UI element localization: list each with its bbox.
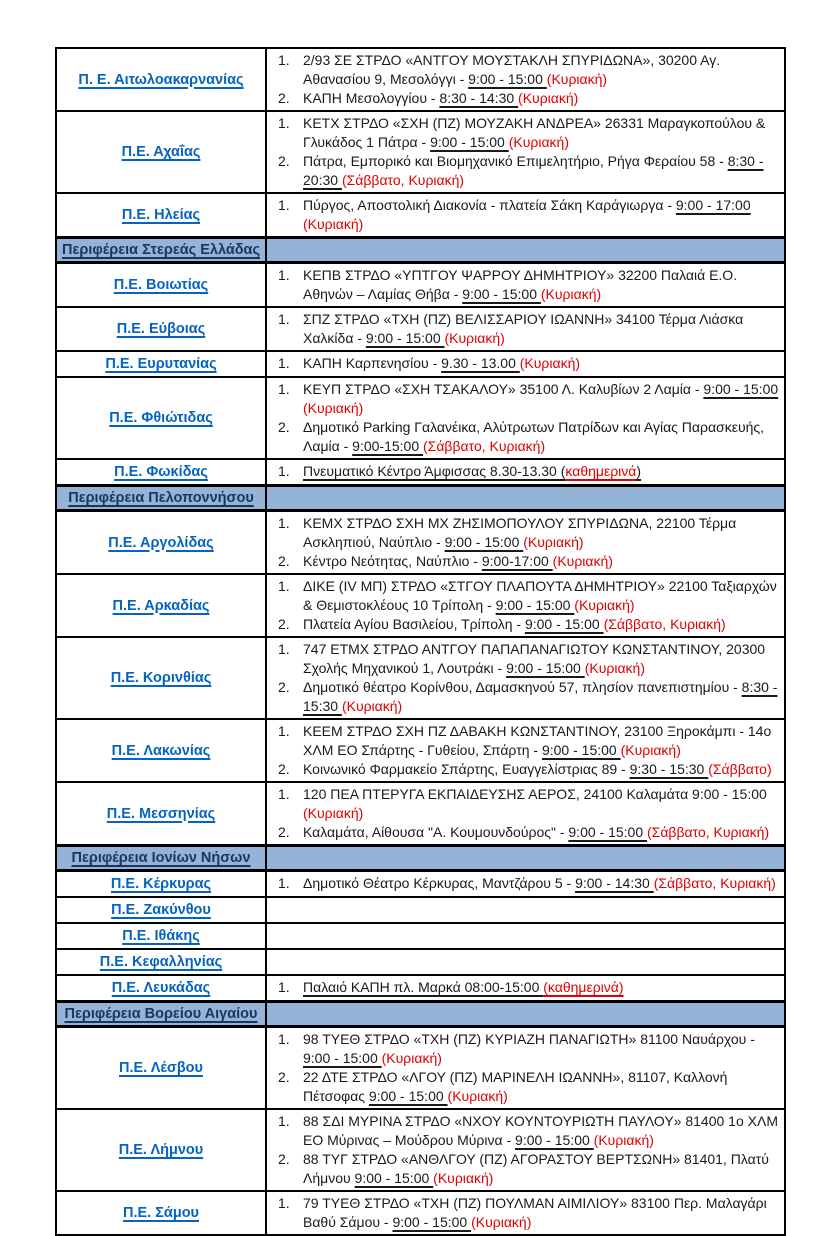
time-range: 9:00 - 15:00 xyxy=(354,1170,434,1186)
region-label-cell xyxy=(56,1109,266,1191)
region-label-link[interactable]: Π.Ε. Λακωνίας xyxy=(111,742,211,759)
section-header-spacer-cell xyxy=(266,238,785,263)
day-note: (Κυριακή) xyxy=(519,355,581,371)
time-range: 8:30 - 20:30 xyxy=(303,153,764,188)
location-list xyxy=(272,196,779,234)
region-label-cell xyxy=(56,377,266,459)
section-header-cell xyxy=(56,238,266,263)
region-row xyxy=(56,1027,785,1110)
location-text: 120 ΠΕΑ ΠΤΕΡΥΓΑ ΕΚΠΑΙΔΕΥΣΗΣ ΑΕΡΟΣ, 24100 Καλαμάτα 9:00 - 15:00 xyxy=(303,786,767,802)
region-label-link[interactable]: Π. Ε. Αιτωλοακαρνανίας xyxy=(78,71,244,88)
time-range: 9:00 - 15:00 xyxy=(430,134,509,150)
locations-cell xyxy=(266,975,785,1002)
time-range: 9:30 - 15:30 xyxy=(629,761,709,777)
region-row xyxy=(56,975,785,1002)
location-list xyxy=(272,722,779,779)
region-label-link[interactable]: Π.Ε. Ζακύνθου xyxy=(111,902,211,918)
section-header-row xyxy=(56,238,785,263)
region-label-link[interactable]: Π.Ε. Ευρυτανίας xyxy=(105,356,217,372)
region-row xyxy=(56,1191,785,1235)
location-text: Δημοτικό θέατρο Κορίνθου, Δαμασκηνού 57, πλησίον πανεπιστημίου - xyxy=(303,679,742,695)
region-label-cell xyxy=(56,1191,266,1235)
location-text: ΣΠΖ ΣΤΡΔΟ «ΤΧΗ (ΠΖ) ΒΕΛΙΣΣΑΡΙΟΥ ΙΩΑΝΝΗ» 34100 Τέρμα Λιάσκα Χαλκίδα - xyxy=(303,311,744,346)
location-item xyxy=(272,354,779,373)
location-item xyxy=(272,196,779,234)
location-list xyxy=(272,310,779,348)
section-header-row xyxy=(56,486,785,511)
region-row xyxy=(56,459,785,486)
time-range: 9:00 - 15:00 xyxy=(495,597,575,613)
day-note: (Σάββατο, Κυριακή) xyxy=(423,438,546,454)
locations-cell xyxy=(266,1109,785,1191)
time-range: 9:00 - 15:00 xyxy=(444,534,524,550)
region-row xyxy=(56,351,785,377)
region-row xyxy=(56,307,785,351)
location-text: 79 ΤΥΕΘ ΣΤΡΔΟ «ΤΧΗ (ΠΖ) ΠΟΥΛΜΑΝ ΑΙΜΙΛΙΟΥ» 83100 Περ. Μαλαγάρι Βαθύ Σάμου - xyxy=(303,1195,767,1230)
location-item xyxy=(272,785,779,823)
region-label-cell xyxy=(56,48,266,111)
time-range: 9:00 - 15:00 xyxy=(468,71,547,87)
region-label-link[interactable]: Π.Ε. Μεσσηνίας xyxy=(106,805,216,822)
region-label-link[interactable]: Π.Ε. Φωκίδας xyxy=(114,464,208,480)
location-text: 98 ΤΥΕΘ ΣΤΡΔΟ «ΤΧΗ (ΠΖ) ΚΥΡΙΑΖΗ ΠΑΝΑΓΙΩΤΗ» 81100 Ναυάρχου - xyxy=(303,1031,755,1047)
region-row xyxy=(56,193,785,238)
location-item xyxy=(272,114,779,152)
location-item xyxy=(272,266,779,304)
time-range: 9:00 - 15:00 xyxy=(524,616,604,632)
time-range: 9:00 - 14:30 xyxy=(575,875,654,891)
day-note: (Κυριακή) xyxy=(540,286,602,302)
locations-cell xyxy=(266,351,785,377)
region-row xyxy=(56,637,785,719)
time-range: 9:00-17:00 xyxy=(481,553,553,569)
region-label-link[interactable]: Π.Ε. Λήμνου xyxy=(118,1142,204,1158)
locations-cell xyxy=(266,263,785,308)
region-label-cell xyxy=(56,1027,266,1110)
section-header-label: Περιφέρεια Πελοποννήσου xyxy=(68,490,254,506)
location-item xyxy=(272,1112,779,1150)
region-row xyxy=(56,719,785,782)
day-note: (Κυριακή) xyxy=(303,400,364,416)
location-item xyxy=(272,1030,779,1068)
region-label-cell xyxy=(56,263,266,308)
location-list xyxy=(272,380,779,456)
day-note: (Κυριακή) xyxy=(518,90,579,106)
location-item xyxy=(272,760,779,779)
locations-cell xyxy=(266,377,785,459)
day-note: (Κυριακή) xyxy=(447,1088,508,1104)
time-range: 9.30 - 13.00 xyxy=(441,355,520,371)
location-item xyxy=(272,462,779,481)
locations-cell xyxy=(266,923,785,949)
schedule-table xyxy=(55,47,786,1236)
location-text: Πνευματικό Κέντρο Άμφισσας 8.30-13.30 ( xyxy=(303,463,566,479)
region-label-link[interactable]: Π.Ε. Κορινθίας xyxy=(110,670,212,686)
location-list xyxy=(272,978,779,997)
region-label-cell xyxy=(56,574,266,637)
day-note: (Κυριακή) xyxy=(574,597,635,613)
region-row xyxy=(56,897,785,923)
section-header-label: Περιφέρεια Βορείου Αιγαίου xyxy=(64,1006,258,1022)
locations-cell xyxy=(266,511,785,575)
location-item xyxy=(272,152,779,190)
locations-cell xyxy=(266,871,785,898)
day-note: (Σάββατο, Κυριακή) xyxy=(603,616,726,632)
section-header-row xyxy=(56,1002,785,1027)
section-header-spacer-cell xyxy=(266,846,785,871)
location-text: ΚΕΕΜ ΣΤΡΔΟ ΣΧΗ ΠΖ ΔΑΒΑΚΗ ΚΩΝΣΤΑΝΤΙΝΟΥ, 23100 Ξηροκάμπι - 14ο ΧΛΜ ΕΟ Σπάρτης - Γυθείου, Σπάρτη - xyxy=(303,723,772,758)
day-note: (Σάββατο) xyxy=(708,761,772,777)
time-range: 9:00 - 15:00 xyxy=(703,381,779,397)
region-row xyxy=(56,574,785,637)
location-item xyxy=(272,823,779,842)
region-row xyxy=(56,377,785,459)
location-text: Πάτρα, Εμπορικό και Βιομηχανικό Επιμελητήριο, Ρήγα Φεραίου 58 - xyxy=(303,153,728,169)
region-label-cell xyxy=(56,351,266,377)
location-text: ΔΙΚΕ (IV ΜΠ) ΣΤΡΔΟ «ΣΤΓΟΥ ΠΛΑΠΟΥΤΑ ΔΗΜΗΤΡΙΟΥ» 22100 Ταξιαρχών & Θεμιστοκλέους 10 Τρίπολη - xyxy=(303,578,777,613)
location-item xyxy=(272,310,779,348)
location-item xyxy=(272,1150,779,1188)
day-note: (Κυριακή) xyxy=(433,1170,494,1186)
location-list xyxy=(272,874,779,893)
locations-cell xyxy=(266,897,785,923)
locations-cell xyxy=(266,111,785,193)
locations-cell xyxy=(266,1027,785,1110)
location-item xyxy=(272,577,779,615)
locations-cell xyxy=(266,1191,785,1235)
location-item xyxy=(272,640,779,678)
day-note: (Κυριακή) xyxy=(508,134,569,150)
region-label-link[interactable]: Π.Ε. Λέσβου xyxy=(119,1060,203,1076)
day-note: (Σάββατο, Κυριακή) xyxy=(647,824,770,840)
location-text: 2/93 ΣΕ ΣΤΡΔΟ «ΑΝΤΓΟΥ ΜΟΥΣΤΑΚΛΗ ΣΠΥΡΙΔΩΝΑ», 30200 Αγ. Αθανασίου 9, Μεσολόγγι - xyxy=(303,52,721,87)
location-text: ) xyxy=(636,463,642,479)
time-range: 9:00 - 15:00 xyxy=(365,330,445,346)
region-row xyxy=(56,782,785,846)
location-list xyxy=(272,1194,779,1232)
location-item xyxy=(272,615,779,634)
region-row xyxy=(56,263,785,308)
region-label-link[interactable]: Π.Ε. Ιθάκης xyxy=(122,928,200,944)
location-text: Δημοτικό Θέατρο Κέρκυρας, Μαντζάρου 5 - xyxy=(303,875,576,891)
section-header-cell xyxy=(56,1002,266,1027)
region-label-cell xyxy=(56,975,266,1002)
location-text: 88 ΣΔΙ ΜΥΡΙΝΑ ΣΤΡΔΟ «ΝΧΟΥ ΚΟΥΝΤΟΥΡΙΩΤΗ ΠΑΥΛΟΥ» 81400 1ο ΧΛΜ ΕΟ Μύρινας – Μούδρου Μύρινα - xyxy=(303,1113,778,1148)
region-label-link[interactable]: Π.Ε. Σάμου xyxy=(122,1205,199,1221)
time-range: 9:00 - 15:00 xyxy=(568,824,648,840)
locations-cell xyxy=(266,637,785,719)
schedule-table-body xyxy=(56,48,785,1235)
region-label-link[interactable]: Π.Ε. Ηλείας xyxy=(121,207,201,223)
location-text: ΚΑΠΗ Καρπενησίου - xyxy=(303,355,442,371)
day-note: (Κυριακή) xyxy=(381,1050,442,1066)
day-note: (Κυριακή) xyxy=(552,553,613,569)
location-item xyxy=(272,978,779,997)
time-range: 9:00 - 15:00 xyxy=(462,286,541,302)
day-note: (Σάββατο, Κυριακή) xyxy=(341,172,465,188)
region-label-cell xyxy=(56,949,266,975)
region-row xyxy=(56,923,785,949)
locations-cell xyxy=(266,459,785,486)
region-label-cell xyxy=(56,193,266,238)
day-note: (Κυριακή) xyxy=(444,330,505,346)
section-header-label: Περιφέρεια Ιονίων Νήσων xyxy=(71,850,251,866)
region-label-link[interactable]: Π.Ε. Αργολίδας xyxy=(108,534,214,551)
locations-cell xyxy=(266,48,785,111)
day-note: (Κυριακή) xyxy=(471,1214,532,1230)
region-label-link[interactable]: Π.Ε. Εύβοιας xyxy=(116,321,206,337)
day-note: (Σάββατο, Κυριακή) xyxy=(653,875,776,891)
locations-cell xyxy=(266,307,785,351)
section-header-cell xyxy=(56,486,266,511)
location-text: ΚΕΠΒ ΣΤΡΔΟ «ΥΠΤΓΟΥ ΨΑΡΡΟΥ ΔΗΜΗΤΡΙΟΥ» 32200 Παλαιά Ε.Ο. Αθηνών – Λαμίας Θήβα - xyxy=(303,267,738,302)
locations-cell xyxy=(266,949,785,975)
day-note: (Κυριακή) xyxy=(620,742,681,758)
section-header-spacer-cell xyxy=(266,1002,785,1027)
region-label-link[interactable]: Π.Ε. Κέρκυρας xyxy=(110,876,212,892)
location-text: 747 ΕΤΜΧ ΣΤΡΔΟ ΑΝΤΓΟΥ ΠΑΠΑΠΑΝΑΓΙΩΤΟΥ ΚΩΝΣΤΑΝΤΙΝΟΥ, 20300 Σχολής Μηχανικού 1, Λουτράκι - xyxy=(303,641,766,676)
region-row xyxy=(56,949,785,975)
day-note: (Κυριακή) xyxy=(341,698,403,714)
location-item xyxy=(272,418,779,456)
document-page xyxy=(0,47,840,1235)
location-text: Κέντρο Νεότητας, Ναύπλιο - xyxy=(303,553,482,569)
region-label-cell xyxy=(56,111,266,193)
location-text: 88 ΤΥΓ ΣΤΡΔΟ «ΑΝΘΛΓΟΥ (ΠΖ) ΑΓΟΡΑΣΤΟΥ ΒΕΡΤΣΩΝΗ» 81401, Πλατύ Λήμνου xyxy=(303,1151,769,1186)
location-list xyxy=(272,462,779,481)
locations-cell xyxy=(266,782,785,846)
region-label-cell xyxy=(56,782,266,846)
day-note: καθημερινά xyxy=(565,463,637,479)
region-label-link[interactable]: Π.Ε. Κεφαλληνίας xyxy=(99,954,223,970)
location-item xyxy=(272,89,779,108)
location-item xyxy=(272,678,779,716)
location-text: Καλαμάτα, Αίθουσα "Α. Κουμουνδούρος" - xyxy=(303,824,569,840)
location-list xyxy=(272,354,779,373)
location-list xyxy=(272,1112,779,1188)
location-list xyxy=(272,577,779,634)
location-item xyxy=(272,722,779,760)
region-label-cell xyxy=(56,719,266,782)
day-note: (Κυριακή) xyxy=(584,660,645,676)
location-text: Πλατεία Αγίου Βασιλείου, Τρίπολη - xyxy=(303,616,525,632)
region-label-cell xyxy=(56,871,266,898)
location-text: ΚΕΜΧ ΣΤΡΔΟ ΣΧΗ ΜΧ ΖΗΣΙΜΟΠΟΥΛΟΥ ΣΠΥΡΙΔΩΝΑ, 22100 Τέρμα Ασκληπιού, Ναύπλιο - xyxy=(303,515,737,550)
region-label-link[interactable]: Π.Ε. Αρκαδίας xyxy=(112,597,210,614)
region-label-link[interactable]: Π.Ε. Φθιώτιδας xyxy=(109,410,213,426)
location-list xyxy=(272,514,779,571)
region-row xyxy=(56,48,785,111)
day-note: (Κυριακή) xyxy=(303,805,364,821)
location-text: ΚΕΤΧ ΣΤΡΔΟ «ΣΧΗ (ΠΖ) ΜΟΥΖΑΚΗ ΑΝΔΡΕΑ» 26331 Μαραγκοπούλου & Γλυκάδος 1 Πάτρα - xyxy=(303,115,766,150)
time-range: 9:00-15:00 xyxy=(352,438,424,454)
location-item xyxy=(272,874,779,893)
time-range: 8:30 - 15:30 xyxy=(303,679,778,714)
location-list xyxy=(272,1030,779,1106)
location-item xyxy=(272,1194,779,1232)
region-label-cell xyxy=(56,897,266,923)
locations-cell xyxy=(266,719,785,782)
time-range: 9:00 - 17:00 xyxy=(675,197,751,213)
location-item xyxy=(272,380,779,418)
location-text: Δημοτικό Parking Γαλανέικα, Αλύτρωτων Πατρίδων και Αγίας Παρασκευής, Λαμία - xyxy=(303,419,765,454)
region-label-link[interactable]: Π.Ε. Αχαΐας xyxy=(121,144,201,160)
day-note: (Κυριακή) xyxy=(303,216,364,232)
section-header-label: Περιφέρεια Στερεάς Ελλάδας xyxy=(62,242,261,258)
region-row xyxy=(56,1109,785,1191)
location-item xyxy=(272,514,779,552)
location-text: 22 ΔΤΕ ΣΤΡΔΟ «ΛΓΟΥ (ΠΖ) ΜΑΡΙΝΕΛΗ ΙΩΑΝΝΗ», 81107, Καλλονή Πέτσοφας xyxy=(303,1069,728,1104)
time-range: 9:00 - 15:00 xyxy=(515,1132,594,1148)
time-range: 9:00 - 15:00 xyxy=(506,660,585,676)
location-list xyxy=(272,114,779,190)
location-list xyxy=(272,51,779,108)
time-range: 9:00 - 15:00 xyxy=(392,1214,472,1230)
location-item xyxy=(272,552,779,571)
day-note: (Κυριακή) xyxy=(523,534,584,550)
time-range: 9:00 - 15:00 xyxy=(541,742,621,758)
location-text: ΚΑΠΗ Μεσολογγίου - xyxy=(303,90,440,106)
location-item xyxy=(272,1068,779,1106)
region-label-cell xyxy=(56,307,266,351)
time-range: 8:30 - 14:30 xyxy=(439,90,519,106)
region-label-link[interactable]: Π.Ε. Βοιωτίας xyxy=(113,277,209,293)
location-text: Κοινωνικό Φαρμακείο Σπάρτης, Ευαγγελίστριας 89 - xyxy=(303,761,630,777)
location-text: Παλαιό ΚΑΠΗ πλ. Μαρκά 08:00-15:00 xyxy=(303,979,544,995)
location-text: Πύργος, Αποστολική Διακονία - πλατεία Σάκη Καράγιωργα - xyxy=(303,197,676,213)
locations-cell xyxy=(266,193,785,238)
region-row xyxy=(56,511,785,575)
location-item xyxy=(272,51,779,89)
location-list xyxy=(272,640,779,716)
section-header-cell xyxy=(56,846,266,871)
region-row xyxy=(56,871,785,898)
location-list xyxy=(272,266,779,304)
region-label-link[interactable]: Π.Ε. Λευκάδας xyxy=(111,980,211,996)
region-label-cell xyxy=(56,511,266,575)
section-header-row xyxy=(56,846,785,871)
region-row xyxy=(56,111,785,193)
day-note: (Κυριακή) xyxy=(546,71,608,87)
region-label-cell xyxy=(56,459,266,486)
region-label-cell xyxy=(56,637,266,719)
locations-cell xyxy=(266,574,785,637)
location-list xyxy=(272,785,779,842)
section-header-spacer-cell xyxy=(266,486,785,511)
location-text: ΚΕΥΠ ΣΤΡΔΟ «ΣΧΗ ΤΣΑΚΑΛΟΥ» 35100 Λ. Καλυβίων 2 Λαμία - xyxy=(303,381,704,397)
time-range: 9:00 - 15:00 xyxy=(303,1050,382,1066)
time-range: 9:00 - 15:00 xyxy=(368,1088,448,1104)
region-label-cell xyxy=(56,923,266,949)
day-note: (Κυριακή) xyxy=(593,1132,654,1148)
day-note: (καθημερινά) xyxy=(543,979,624,995)
